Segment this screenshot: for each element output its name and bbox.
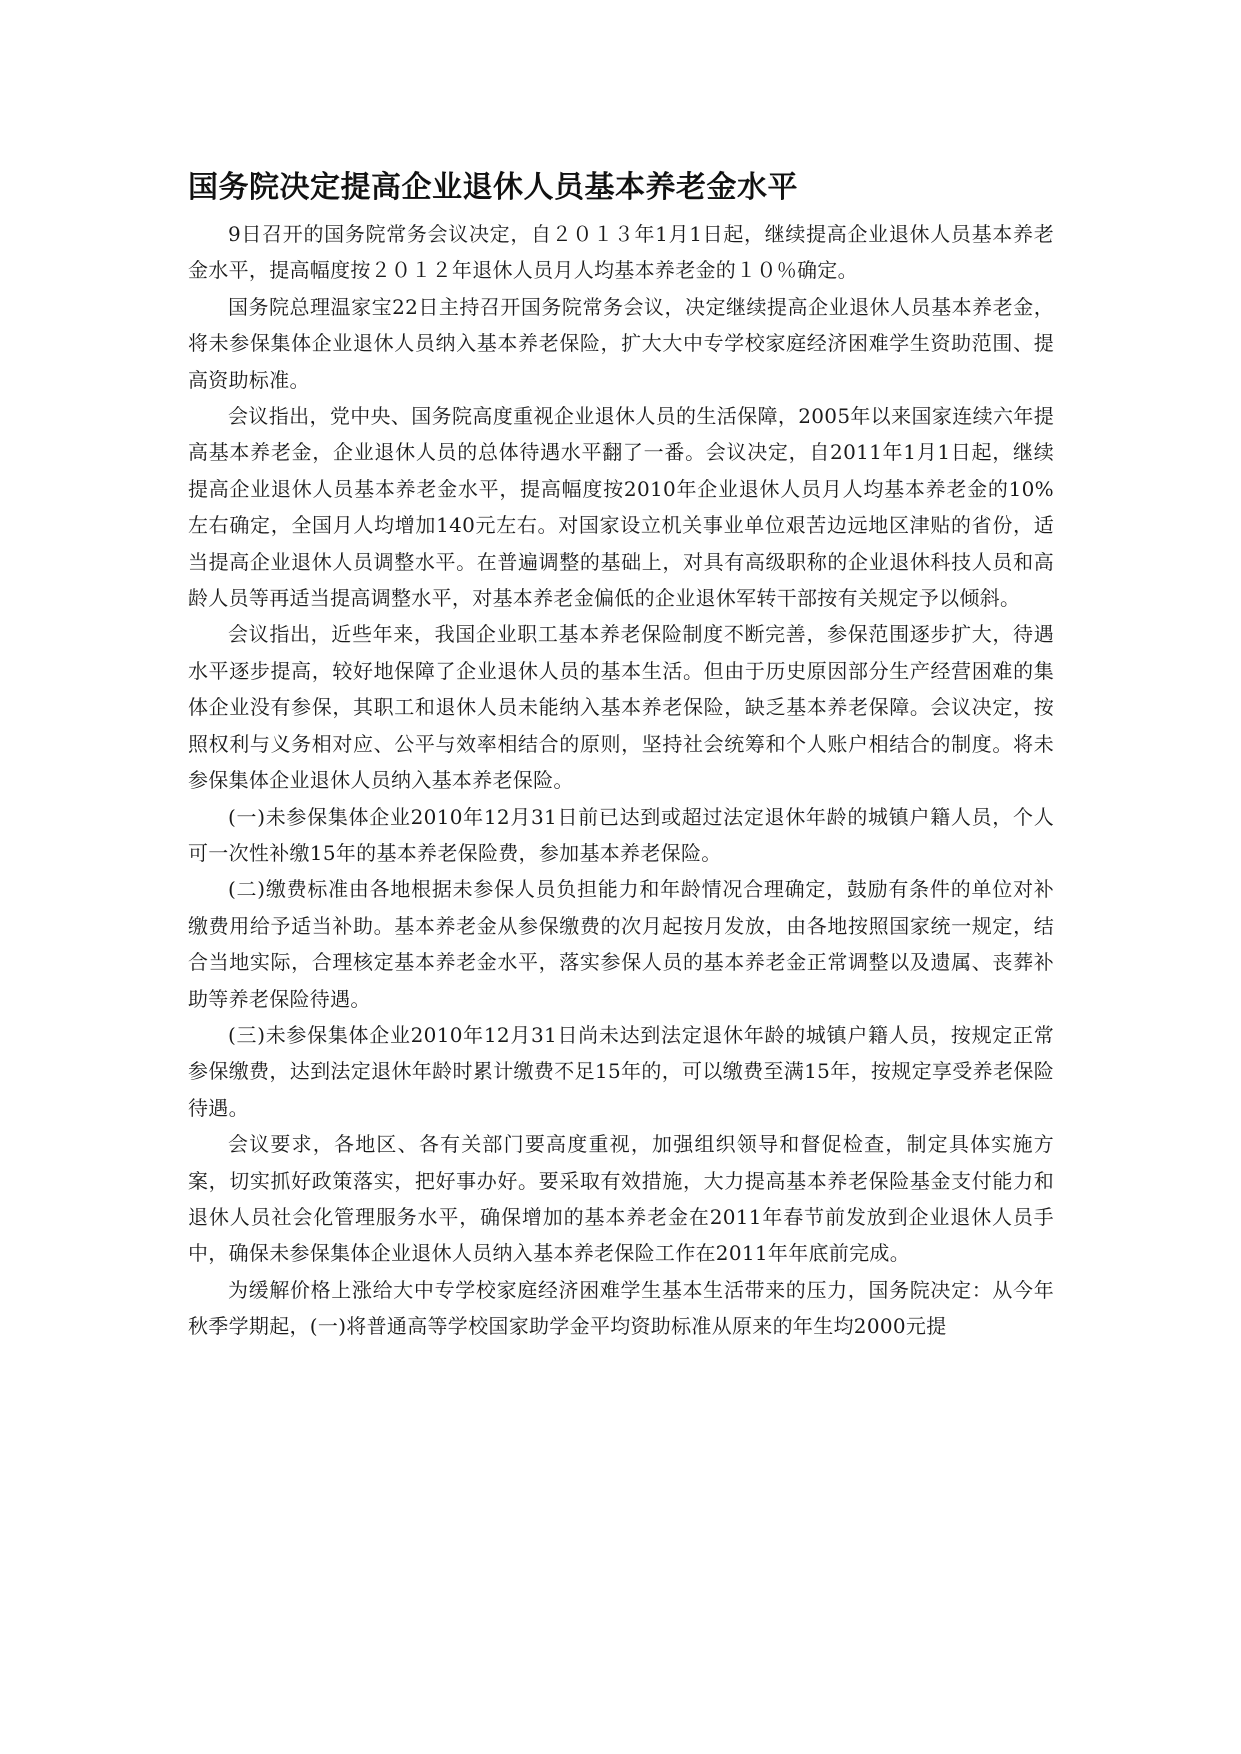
article-title: 国务院决定提高企业退休人员基本养老金水平	[188, 170, 798, 205]
article	[188, 168, 1054, 1345]
paragraph-4: 会议指出，近些年来，我国企业职工基本养老保险制度不断完善，参保范围逐步扩大，待遇水平逐步提高，较好地保障了企业退休人员的基本生活。但由于历史原因部分生产经营困难的集体企业没有参保，其职工和退休人员未能纳入基本养老保险，缺乏基本养老保障。会议决定，按照权利与义务相对应、公平与效率相结合的原则，坚持社会统筹和个人账户相结合的制度。将未参保集体企业退休人员纳入基本养老保险。	[188, 622, 1054, 793]
paragraph-6: (二)缴费标准由各地根据未参保人员负担能力和年龄情况合理确定，鼓励有条件的单位对补缴费用给予适当补助。基本养老金从参保缴费的次月起按月发放，由各地按照国家统一规定，结合当地实际，合理核定基本养老金水平，落实参保人员的基本养老金正常调整以及遗属、丧葬补助等养老保险待遇。	[188, 877, 1054, 1011]
paragraph-3: 会议指出，党中央、国务院高度重视企业退休人员的生活保障，2005年以来国家连续六年提高基本养老金，企业退休人员的总体待遇水平翻了一番。会议决定，自2011年1月1日起，继续提高企业退休人员基本养老金水平，提高幅度按2010年企业退休人员月人均基本养老金的10%左右确定，全国月人均增加140元左右。对国家设立机关事业单位艰苦边远地区津贴的省份，适当提高企业退休人员调整水平。在普遍调整的基础上，对具有高级职称的企业退休科技人员和高龄人员等再适当提高调整水平，对基本养老金偏低的企业退休军转干部按有关规定予以倾斜。	[188, 404, 1054, 611]
paragraph-8: 会议要求，各地区、各有关部门要高度重视，加强组织领导和督促检查，制定具体实施方案，切实抓好政策落实，把好事办好。要采取有效措施，大力提高基本养老保险基金支付能力和退休人员社会化管理服务水平，确保增加的基本养老金在2011年春节前发放到企业退休人员手中，确保未参保集体企业退休人员纳入基本养老保险工作在2011年年底前完成。	[188, 1132, 1054, 1266]
paragraph-2: 国务院总理温家宝22日主持召开国务院常务会议，决定继续提高企业退休人员基本养老金，将未参保集体企业退休人员纳入基本养老保险，扩大大中专学校家庭经济困难学生资助范围、提高资助标准。	[188, 294, 1054, 392]
paragraph-1: 9日召开的国务院常务会议决定，自２０１３年1月1日起，继续提高企业退休人员基本养老金水平，提高幅度按２０１２年退休人员月人均基本养老金的１０％确定。	[188, 222, 1054, 283]
paragraph-7: (三)未参保集体企业2010年12月31日尚未达到法定退休年龄的城镇户籍人员，按规定正常参保缴费，达到法定退休年龄时累计缴费不足15年的，可以缴费至满15年，按规定享受养老保险待遇。	[188, 1022, 1054, 1120]
paragraph-5: (一)未参保集体企业2010年12月31日前已达到或超过法定退休年龄的城镇户籍人员，个人可一次性补缴15年的基本养老保险费，参加基本养老保险。	[188, 804, 1054, 865]
paragraph-9: 为缓解价格上涨给大中专学校家庭经济困难学生基本生活带来的压力，国务院决定：从今年秋季学期起，(一)将普通高等学校国家助学金平均资助标准从原来的年生均2000元提	[188, 1277, 1054, 1339]
